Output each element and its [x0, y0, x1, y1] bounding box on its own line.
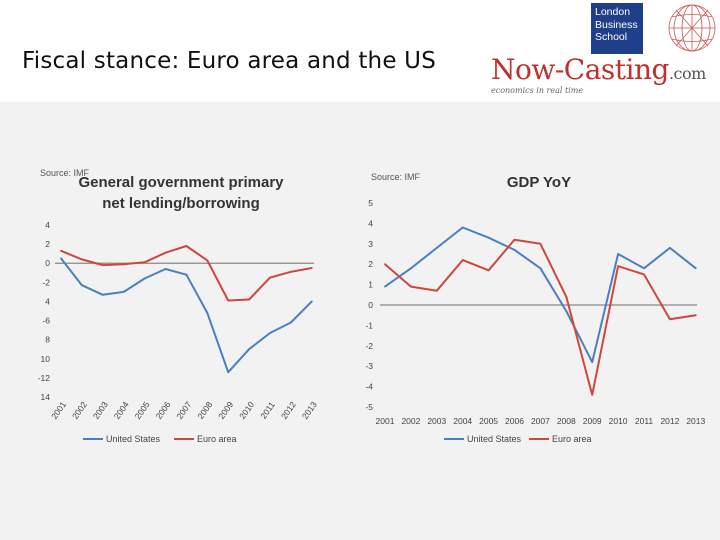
x-tick-label: 2004 — [111, 399, 131, 421]
data-point-us — [165, 268, 167, 270]
data-point-euro — [384, 263, 386, 265]
data-point-euro — [436, 290, 438, 292]
x-tick-label: 2011 — [258, 399, 277, 421]
y-tick-label: 4 — [45, 220, 50, 230]
y-tick-label: 3 — [368, 238, 373, 249]
lbs-logo-line-2: Business — [595, 18, 638, 31]
data-point-us — [514, 249, 516, 251]
data-point-euro — [695, 314, 697, 316]
x-tick-label: 2012 — [278, 399, 298, 421]
legend-label-us: United States — [106, 434, 161, 444]
x-tick-label: 2001 — [49, 399, 69, 421]
y-tick-label: 8 — [45, 334, 50, 345]
data-point-us — [462, 227, 464, 229]
x-tick-label: 2013 — [299, 399, 319, 421]
y-tick-label: -2 — [42, 277, 50, 288]
x-tick-label: 2003 — [427, 416, 447, 426]
y-tick-label: -4 — [365, 381, 373, 392]
x-tick-label: 2003 — [90, 399, 110, 421]
data-point-us — [102, 294, 104, 296]
series-line-us — [385, 228, 696, 363]
data-point-euro — [227, 300, 229, 302]
y-tick-label: 2 — [368, 259, 373, 270]
data-point-us — [227, 371, 229, 373]
chart-source: Source: IMF — [371, 172, 421, 182]
x-tick-label: 2005 — [479, 416, 499, 426]
data-point-euro — [60, 250, 62, 252]
x-tick-label: 2001 — [375, 416, 395, 426]
data-point-euro — [81, 259, 83, 261]
data-point-euro — [643, 274, 645, 276]
data-point-us — [565, 310, 567, 312]
data-point-euro — [206, 259, 208, 261]
lbs-logo-line-3: School — [595, 31, 628, 43]
data-point-us — [617, 253, 619, 255]
x-tick-label: 2010 — [608, 416, 628, 426]
y-tick-label: -3 — [365, 361, 373, 372]
data-point-euro — [540, 243, 542, 245]
data-point-euro — [290, 271, 292, 273]
data-point-euro — [165, 252, 167, 254]
y-tick-label: -2 — [365, 340, 373, 351]
data-point-us — [60, 258, 62, 260]
data-point-us — [123, 291, 125, 293]
data-point-us — [384, 286, 386, 288]
x-tick-label: 2012 — [660, 416, 680, 426]
y-tick-label: 14 — [40, 392, 50, 402]
chart-fiscal-balance — [38, 168, 319, 444]
x-tick-label: 2008 — [556, 416, 576, 426]
chart-title-line: net lending/borrowing — [102, 195, 260, 212]
y-tick-label: 1 — [368, 279, 373, 290]
x-tick-label: 2006 — [153, 399, 173, 421]
data-point-euro — [186, 245, 188, 247]
x-tick-label: 2007 — [174, 399, 194, 421]
x-tick-label: 2006 — [505, 416, 524, 426]
x-tick-label: 2002 — [401, 416, 421, 426]
data-point-us — [488, 237, 490, 239]
x-tick-label: 2008 — [195, 399, 215, 421]
data-point-euro — [462, 259, 464, 261]
legend-label-euro: Euro area — [197, 434, 237, 444]
data-point-euro — [311, 267, 313, 269]
data-point-us — [269, 332, 271, 334]
nowcasting-brand: Now-Casting — [491, 53, 669, 86]
data-point-us — [311, 301, 313, 303]
data-point-euro — [410, 286, 412, 288]
legend-label-us: United States — [467, 434, 522, 444]
data-point-us — [144, 278, 146, 280]
y-tick-label: 5 — [368, 198, 373, 208]
data-point-euro — [669, 318, 671, 320]
x-tick-label: 2011 — [634, 416, 654, 426]
data-point-euro — [102, 264, 104, 266]
data-point-us — [591, 361, 593, 363]
data-point-euro — [488, 269, 490, 271]
x-tick-label: 2002 — [69, 399, 89, 421]
x-tick-label: 2004 — [453, 416, 473, 426]
x-tick-label: 2013 — [686, 416, 706, 426]
y-tick-label: 2 — [45, 239, 50, 250]
nowcasting-suffix: .com — [668, 64, 706, 83]
data-point-us — [436, 247, 438, 249]
data-point-euro — [269, 277, 271, 279]
chart-source: Source: IMF — [40, 168, 90, 178]
data-point-us — [81, 284, 83, 286]
y-tick-label: 4 — [368, 218, 373, 229]
data-point-us — [695, 267, 697, 269]
data-point-us — [669, 247, 671, 249]
y-tick-label: -12 — [37, 372, 50, 383]
x-tick-label: 2009 — [216, 399, 236, 421]
y-tick-label: -5 — [365, 402, 373, 412]
x-tick-label: 2007 — [530, 416, 550, 426]
y-tick-label: -6 — [42, 315, 50, 326]
y-tick-label: 10 — [40, 353, 50, 364]
data-point-euro — [514, 239, 516, 241]
data-point-us — [643, 267, 645, 269]
data-point-euro — [591, 394, 593, 396]
data-point-euro — [248, 299, 250, 301]
data-point-euro — [617, 265, 619, 267]
legend-label-euro: Euro area — [552, 434, 592, 444]
chart-title-line: General government primary — [78, 174, 284, 191]
chart-gdp-yoy — [365, 172, 705, 444]
nowcasting-tagline: economics in real time — [491, 86, 584, 95]
data-point-us — [248, 348, 250, 350]
data-point-us — [290, 322, 292, 324]
data-point-us — [186, 274, 188, 276]
data-point-us — [540, 267, 542, 269]
x-tick-label: 2009 — [582, 416, 602, 426]
lbs-logo-line-1: London — [595, 6, 631, 18]
y-tick-label: 0 — [368, 300, 373, 310]
data-point-us — [206, 312, 208, 314]
y-tick-label: -1 — [365, 320, 373, 331]
data-point-us — [410, 267, 412, 269]
chart-title-line: GDP YoY — [506, 174, 572, 191]
data-point-euro — [144, 261, 146, 263]
x-tick-label: 2005 — [132, 399, 152, 421]
y-tick-label: 0 — [45, 258, 50, 269]
data-point-euro — [565, 296, 567, 298]
y-tick-label: 4 — [45, 296, 50, 307]
data-point-euro — [123, 263, 125, 265]
x-tick-label: 2010 — [237, 399, 257, 421]
slide-title: Fiscal stance: Euro area and the US — [22, 48, 437, 74]
